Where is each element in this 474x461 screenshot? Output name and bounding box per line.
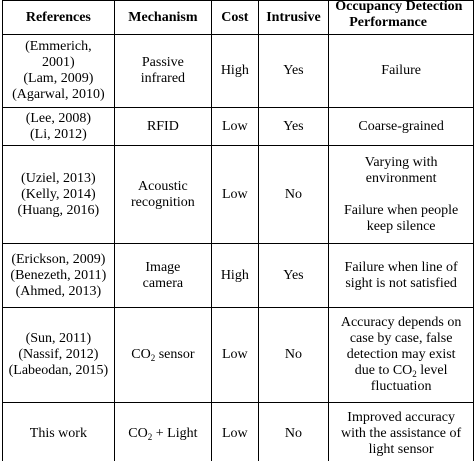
table-row bbox=[3, 308, 474, 403]
performance-line: environment bbox=[365, 170, 437, 186]
cell-references bbox=[3, 35, 115, 108]
cell-cost: Low bbox=[212, 108, 259, 146]
cell-mechanism bbox=[114, 244, 211, 308]
cell-references bbox=[3, 403, 115, 461]
reference-line: (Li, 2012) bbox=[29, 126, 87, 142]
cell-mechanism bbox=[114, 146, 211, 244]
mechanism-text: sensor bbox=[155, 347, 195, 362]
cell-intrusive: Yes bbox=[258, 108, 329, 146]
reference-line: (Huang, 2016) bbox=[17, 202, 100, 218]
header-cost: Cost bbox=[212, 1, 259, 35]
cell-cost: Low bbox=[212, 308, 259, 403]
subscript-2: 2 bbox=[147, 431, 153, 442]
performance-line: light sensor bbox=[368, 441, 434, 457]
performance-line: detection may exist bbox=[346, 347, 456, 362]
subscript-2: 2 bbox=[150, 353, 156, 363]
cell-mechanism bbox=[114, 35, 211, 108]
header-perf-line-2: Performance bbox=[349, 14, 427, 30]
line-gap bbox=[331, 187, 471, 203]
header-mechanism: Mechanism bbox=[114, 1, 211, 35]
mechanism-line: Passive bbox=[141, 55, 184, 70]
reference-line: (Lee, 2008) bbox=[25, 110, 92, 126]
mechanism-line: Acoustic bbox=[138, 178, 188, 194]
header-references: References bbox=[3, 1, 115, 35]
header-perf-line-1: Occupancy Detection bbox=[335, 0, 463, 14]
reference-line: (Ahmed, 2013) bbox=[15, 283, 102, 299]
cell-references bbox=[3, 146, 115, 244]
performance-line: Failure when people bbox=[343, 202, 459, 218]
performance-line bbox=[331, 363, 471, 379]
performance-line: sight is not satisfied bbox=[345, 275, 457, 291]
performance-line: case by case, false bbox=[349, 331, 453, 346]
mechanism-line: recognition bbox=[131, 194, 195, 210]
reference-line: (Emmerich, bbox=[25, 39, 92, 54]
cell-references bbox=[3, 108, 115, 146]
performance-line: Failure when line of bbox=[344, 259, 458, 275]
cell-intrusive: No bbox=[258, 403, 329, 461]
table-row bbox=[3, 403, 474, 461]
performance-text: due to CO bbox=[354, 363, 413, 378]
cell-performance bbox=[329, 403, 474, 461]
reference-line: (Uziel, 2013) bbox=[21, 170, 96, 186]
performance-line: fluctuation bbox=[370, 379, 432, 394]
mechanism-line: camera bbox=[142, 275, 184, 291]
table-row bbox=[3, 146, 474, 244]
mechanism-line: infrared bbox=[140, 71, 186, 86]
cell-cost: High bbox=[212, 35, 259, 108]
mechanism-text: + Light bbox=[152, 425, 198, 441]
cell-performance bbox=[329, 244, 474, 308]
header-occupancy-detection-performance bbox=[329, 1, 474, 35]
cell-intrusive: No bbox=[258, 146, 329, 244]
cell-mechanism bbox=[114, 308, 211, 403]
cell-performance bbox=[329, 146, 474, 244]
cell-performance bbox=[329, 35, 474, 108]
performance-line: Failure bbox=[381, 63, 421, 78]
cell-references bbox=[3, 244, 115, 308]
performance-line: Improved accuracy bbox=[347, 409, 455, 425]
reference-line: 2001) bbox=[42, 55, 75, 70]
mechanism-text: CO bbox=[131, 347, 151, 362]
performance-line: Varying with bbox=[364, 154, 438, 170]
cell-references bbox=[3, 308, 115, 403]
performance-line: with the assistance of bbox=[341, 425, 462, 441]
cell-intrusive: Yes bbox=[258, 244, 329, 308]
cell-mechanism bbox=[114, 403, 211, 461]
subscript-2: 2 bbox=[412, 369, 417, 379]
table-row bbox=[3, 244, 474, 308]
cell-intrusive: No bbox=[258, 308, 329, 403]
cell-cost: Low bbox=[212, 403, 259, 461]
mechanism-line: RFID bbox=[146, 118, 179, 134]
header-intrusive: Intrusive bbox=[258, 1, 329, 35]
performance-line: Accuracy depends on bbox=[340, 315, 462, 330]
reference-line: (Sun, 2011) bbox=[25, 331, 92, 346]
mechanism-line: Image bbox=[145, 259, 181, 275]
cell-mechanism bbox=[114, 108, 211, 146]
table-row bbox=[3, 35, 474, 108]
reference-line: (Lam, 2009) bbox=[23, 71, 94, 86]
performance-text: level bbox=[416, 363, 448, 378]
reference-line: (Agarwal, 2010) bbox=[12, 87, 105, 102]
reference-line: (Labeodan, 2015) bbox=[8, 363, 109, 378]
reference-line: This work bbox=[29, 425, 87, 441]
reference-line: (Nassif, 2012) bbox=[18, 347, 99, 362]
cell-performance bbox=[329, 308, 474, 403]
reference-line: (Benezeth, 2011) bbox=[10, 267, 107, 283]
performance-line: Coarse-grained bbox=[358, 118, 444, 134]
cell-cost: High bbox=[212, 244, 259, 308]
reference-line: (Erickson, 2009) bbox=[11, 251, 106, 267]
cell-performance bbox=[329, 108, 474, 146]
header-row bbox=[3, 1, 474, 35]
mechanism-text: CO bbox=[128, 425, 148, 441]
performance-line: keep silence bbox=[366, 218, 436, 234]
cell-cost: Low bbox=[212, 146, 259, 244]
cell-intrusive: Yes bbox=[258, 35, 329, 108]
table-row bbox=[3, 108, 474, 146]
reference-line: (Kelly, 2014) bbox=[21, 186, 96, 202]
occupancy-detection-comparison-table bbox=[2, 0, 474, 461]
